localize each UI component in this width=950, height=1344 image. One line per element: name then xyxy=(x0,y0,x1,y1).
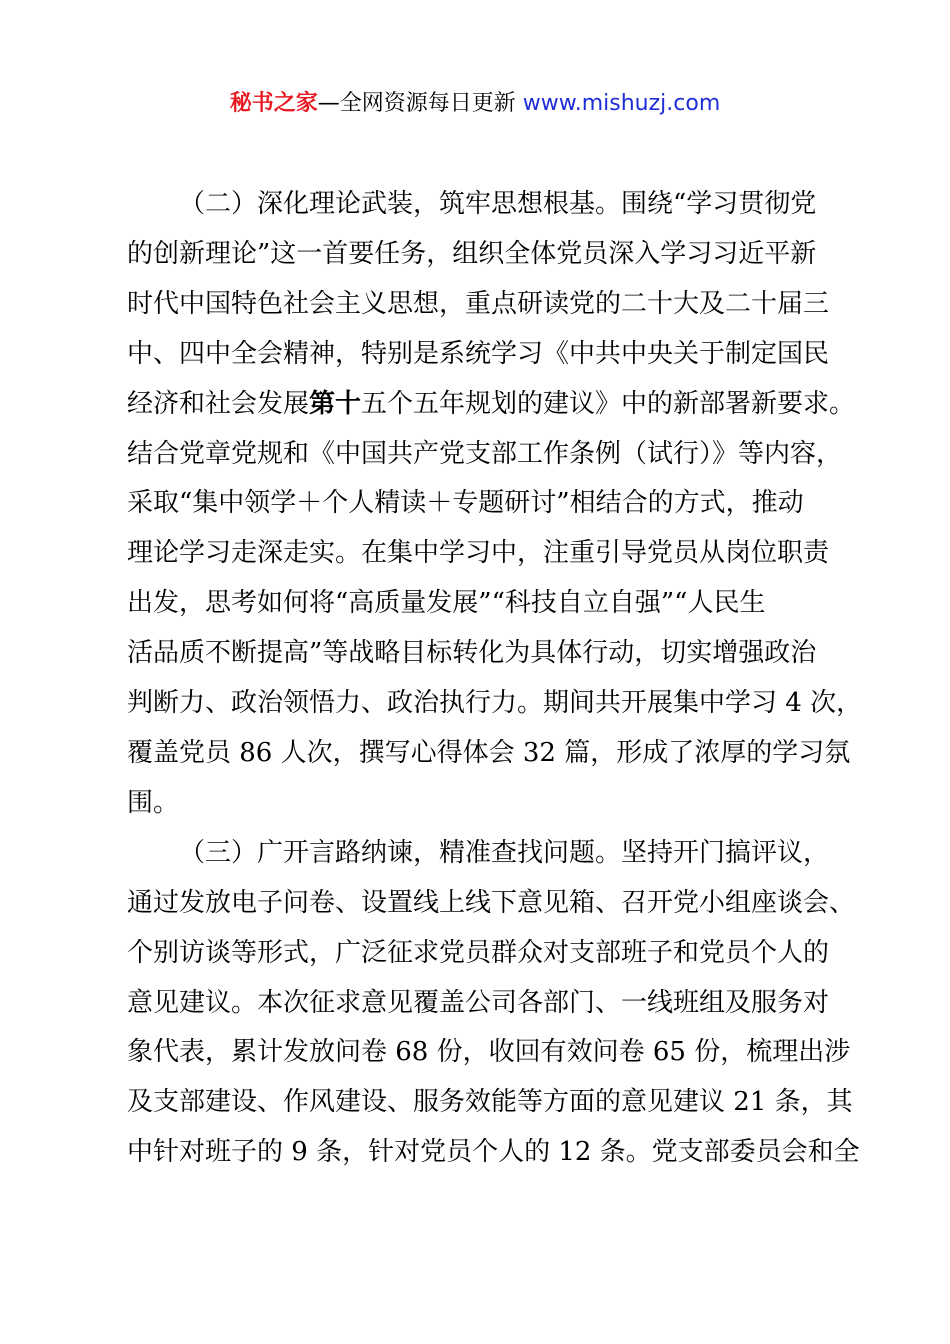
brand-name: 秘书之家 xyxy=(229,91,318,116)
text-line: （二）深化理论武装，筑牢思想根基。围绕“学习贯彻党 xyxy=(179,189,817,219)
document-body xyxy=(127,180,863,1178)
bold-text: 第十 xyxy=(309,388,362,419)
text-line: 意见建议。本次征求意见覆盖公司各部门、一线班组及服务对 xyxy=(127,987,830,1018)
text-line: 中、四中全会精神，特别是系统学习《中共中央关于制定国民 xyxy=(127,338,830,369)
text-line: 时代中国特色社会主义思想，重点研读党的二十大及二十届三 xyxy=(127,288,830,319)
paragraph-feedback-collection xyxy=(127,829,860,1178)
site-header xyxy=(0,88,950,120)
text-line: 个别访谈等形式，广泛征求党员群众对支部班子和党员个人的 xyxy=(127,937,830,968)
text-segment: 经济和社会发展 xyxy=(127,388,310,419)
text-line-with-bold xyxy=(127,380,856,430)
text-segment: 五个五年规划的建议》中的新部署新要求。 xyxy=(361,388,856,419)
text-line: 覆盖党员 86 人次，撰写心得体会 32 篇，形成了浓厚的学习氛 xyxy=(127,737,851,768)
text-line: 判断力、政治领悟力、政治执行力。期间共开展集中学习 4 次， xyxy=(127,688,863,719)
text-line: 及支部建设、作风建设、服务效能等方面的意见建议 21 条，其 xyxy=(127,1087,853,1118)
text-line: 采取“集中领学＋个人精读＋专题研讨”相结合的方式，推动 xyxy=(127,488,804,519)
site-url-link[interactable]: www.mishuzj.com xyxy=(522,91,721,116)
text-line: 出发，思考如何将“高质量发展”“科技自立自强”“人民生 xyxy=(127,588,766,619)
text-line: （三）广开言路纳谏，精准查找问题。坚持开门搞评议， xyxy=(179,837,830,868)
header-tagline: —全网资源每日更新 xyxy=(317,91,523,116)
text-line: 理论学习走深走实。在集中学习中，注重引导党员从岗位职责 xyxy=(127,538,830,569)
text-line: 中针对班子的 9 条，针对党员个人的 12 条。党支部委员会和全 xyxy=(127,1137,860,1168)
text-line: 围。 xyxy=(127,787,180,818)
text-line: 活品质不断提高”等战略目标转化为具体行动，切实增强政治 xyxy=(127,638,817,669)
text-line: 通过发放电子问卷、设置线上线下意见箱、召开党小组座谈会、 xyxy=(127,887,856,918)
text-line: 象代表，累计发放问卷 68 份，收回有效问卷 65 份，梳理出涉 xyxy=(127,1037,851,1068)
text-line: 结合党章党规和《中国共产党支部工作条例（试行）》等内容， xyxy=(127,438,843,469)
paragraph-theory-study xyxy=(127,180,863,829)
text-line: 的创新理论”这一首要任务，组织全体党员深入学习习近平新 xyxy=(127,238,817,269)
